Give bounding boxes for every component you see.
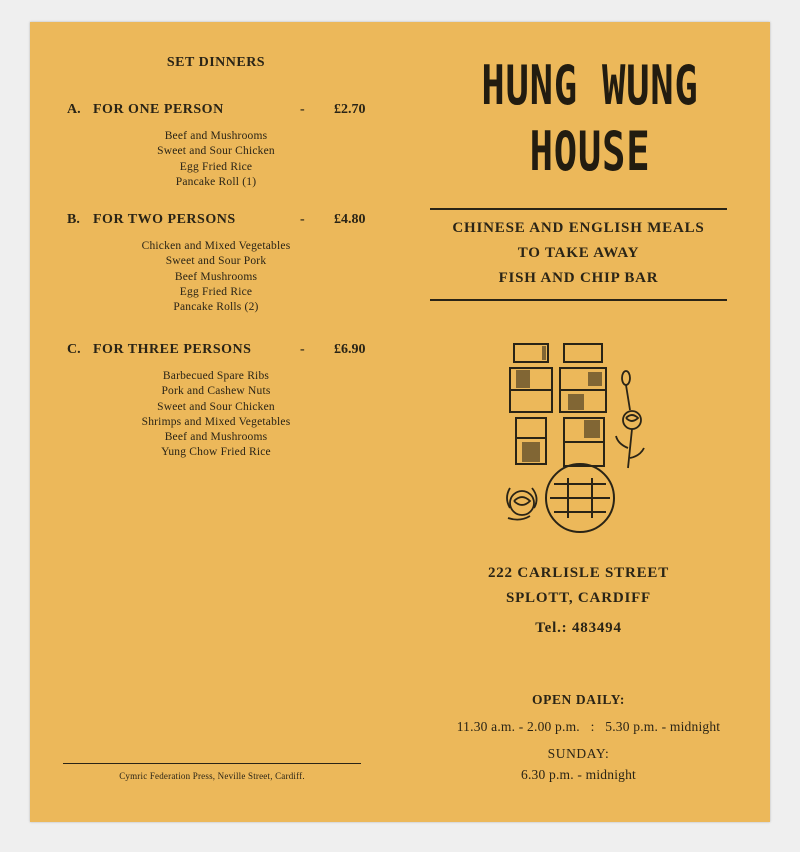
section-price: £6.90 bbox=[334, 342, 366, 357]
dish-item: Pork and Cashew Nuts bbox=[161, 385, 271, 398]
section-name: FOR TWO PERSONS bbox=[93, 212, 236, 227]
printer-credit: Cymric Federation Press, Neville Street, Cardiff. bbox=[119, 771, 305, 781]
set-dinners-panel bbox=[30, 22, 410, 822]
dish-item: Beef Mushrooms bbox=[174, 270, 258, 283]
dish-list bbox=[30, 239, 402, 315]
menu-leaflet bbox=[30, 22, 770, 822]
dish-item: Shrimps and Mixed Vegetables bbox=[141, 415, 291, 428]
tagline-meals: CHINESE AND ENGLISH MEALS bbox=[452, 220, 705, 236]
dish-item: Pancake Rolls (2) bbox=[173, 301, 259, 314]
telephone: Tel.: 483494 bbox=[535, 620, 622, 636]
dish-item: Sweet and Sour Pork bbox=[165, 255, 267, 268]
sunday-hours: 6.30 p.m. - midnight bbox=[521, 767, 636, 782]
dish-list bbox=[30, 129, 402, 190]
dish-item: Pancake Roll (1) bbox=[175, 175, 257, 188]
set-dinner-b bbox=[30, 212, 410, 315]
tagline-takeaway: TO TAKE AWAY bbox=[517, 245, 640, 261]
section-dash: - bbox=[300, 102, 305, 117]
open-daily-label: OPEN DAILY: bbox=[532, 692, 625, 707]
dish-list bbox=[30, 369, 402, 461]
dish-item: Yung Chow Fried Rice bbox=[161, 446, 271, 459]
section-letter: C. bbox=[67, 342, 81, 357]
dish-item: Chicken and Mixed Vegetables bbox=[141, 240, 291, 252]
dish-item: Beef and Mushrooms bbox=[164, 431, 268, 444]
section-price: £2.70 bbox=[334, 102, 366, 117]
top-divider bbox=[430, 208, 727, 210]
address-town: SPLOTT, CARDIFF bbox=[505, 590, 652, 606]
section-dash: - bbox=[300, 212, 305, 227]
section-price: £4.80 bbox=[334, 212, 366, 227]
restaurant-name-line2: HOUSE bbox=[529, 120, 651, 183]
section-header bbox=[30, 212, 410, 232]
dish-item: Egg Fried Rice bbox=[179, 160, 253, 173]
section-header bbox=[30, 102, 410, 122]
set-dinner-a bbox=[30, 102, 410, 190]
sunday-label: SUNDAY: bbox=[547, 746, 610, 761]
tagline-fish-chip: FISH AND CHIP BAR bbox=[498, 270, 659, 286]
address-street: 222 CARLISLE STREET bbox=[487, 565, 670, 581]
dish-item: Sweet and Sour Chicken bbox=[157, 145, 275, 158]
open-daily-hours: 11.30 a.m. - 2.00 p.m. : 5.30 p.m. - midnight bbox=[456, 719, 721, 734]
dish-item: Barbecued Spare Ribs bbox=[162, 370, 270, 382]
set-dinners-title: SET DINNERS bbox=[166, 55, 266, 70]
section-letter: A. bbox=[67, 102, 81, 117]
section-name: FOR ONE PERSON bbox=[93, 102, 224, 117]
dish-item: Sweet and Sour Chicken bbox=[157, 400, 275, 413]
section-header bbox=[30, 342, 410, 362]
restaurant-name-line1: HUNG WUNG bbox=[481, 54, 699, 117]
restaurant-panel bbox=[410, 22, 770, 822]
bottom-divider bbox=[430, 299, 727, 301]
footer-divider bbox=[63, 763, 361, 764]
dish-item: Egg Fried Rice bbox=[179, 285, 253, 298]
dish-item: Beef and Mushrooms bbox=[164, 130, 268, 142]
set-dinner-c bbox=[30, 342, 410, 461]
chinese-characters-rose-emblem-icon bbox=[502, 338, 652, 538]
section-dash: - bbox=[300, 342, 305, 357]
section-name: FOR THREE PERSONS bbox=[93, 342, 252, 357]
section-letter: B. bbox=[67, 212, 80, 227]
